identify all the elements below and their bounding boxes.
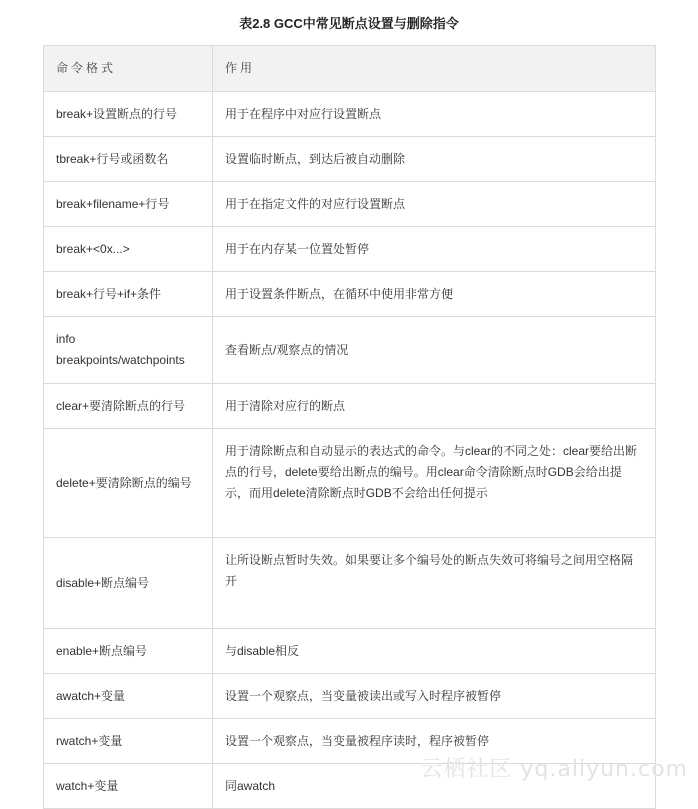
table-row — [44, 92, 656, 137]
command-cell: break+filename+行号 — [44, 182, 213, 227]
table-row — [44, 137, 656, 182]
header-command-format: 命令格式 — [44, 46, 213, 92]
table-row — [44, 629, 656, 674]
description-cell: 用于在指定文件的对应行设置断点 — [213, 182, 656, 227]
description-cell: 用于设置条件断点，在循环中使用非常方便 — [213, 272, 656, 317]
table-row — [44, 538, 656, 629]
table-row — [44, 227, 656, 272]
site-watermark: 云栖社区 yq.aliyun.com — [420, 757, 688, 782]
command-cell: break+<0x...> — [44, 227, 213, 272]
command-cell: break+设置断点的行号 — [44, 92, 213, 137]
description-cell: 设置一个观察点，当变量被程序读时，程序被暂停 — [213, 719, 656, 764]
description-cell: 用于清除断点和自动显示的表达式的命令。与clear的不同之处：clear要给出断点的行号，delete要给出断点的编号。用clear命令清除断点时GDB会给出提示，而用delete清除断点时GDB不会给出任何提示 — [213, 429, 656, 538]
command-cell: watch+变量 — [44, 764, 213, 809]
description-cell: 设置一个观察点，当变量被读出或写入时程序被暂停 — [213, 674, 656, 719]
table-row — [44, 384, 656, 429]
description-cell: 用于在程序中对应行设置断点 — [213, 92, 656, 137]
command-cell: info breakpoints/watchpoints — [44, 317, 213, 384]
command-cell: tbreak+行号或函数名 — [44, 137, 213, 182]
gdb-breakpoint-table — [43, 45, 656, 809]
command-cell: awatch+变量 — [44, 674, 213, 719]
command-cell: clear+要清除断点的行号 — [44, 384, 213, 429]
table-row — [44, 182, 656, 227]
table-row — [44, 272, 656, 317]
table-caption: 表2.8 GCC中常见断点设置与删除指令 — [239, 16, 459, 31]
description-cell: 查看断点/观察点的情况 — [213, 317, 656, 384]
command-cell: disable+断点编号 — [44, 538, 213, 629]
description-cell: 用于清除对应行的断点 — [213, 384, 656, 429]
header-purpose: 作用 — [213, 46, 656, 92]
command-cell: rwatch+变量 — [44, 719, 213, 764]
description-cell: 用于在内存某一位置处暂停 — [213, 227, 656, 272]
description-cell: 让所设断点暂时失效。如果要让多个编号处的断点失效可将编号之间用空格隔开 — [213, 538, 656, 629]
description-cell: 与disable相反 — [213, 629, 656, 674]
command-cell: break+行号+if+条件 — [44, 272, 213, 317]
description-cell: 同awatch — [213, 764, 656, 809]
table-row — [44, 429, 656, 538]
table-row — [44, 674, 656, 719]
table-row — [44, 317, 656, 384]
command-cell: enable+断点编号 — [44, 629, 213, 674]
command-cell: delete+要清除断点的编号 — [44, 429, 213, 538]
description-cell: 设置临时断点，到达后被自动删除 — [213, 137, 656, 182]
table-header-row — [44, 46, 656, 92]
